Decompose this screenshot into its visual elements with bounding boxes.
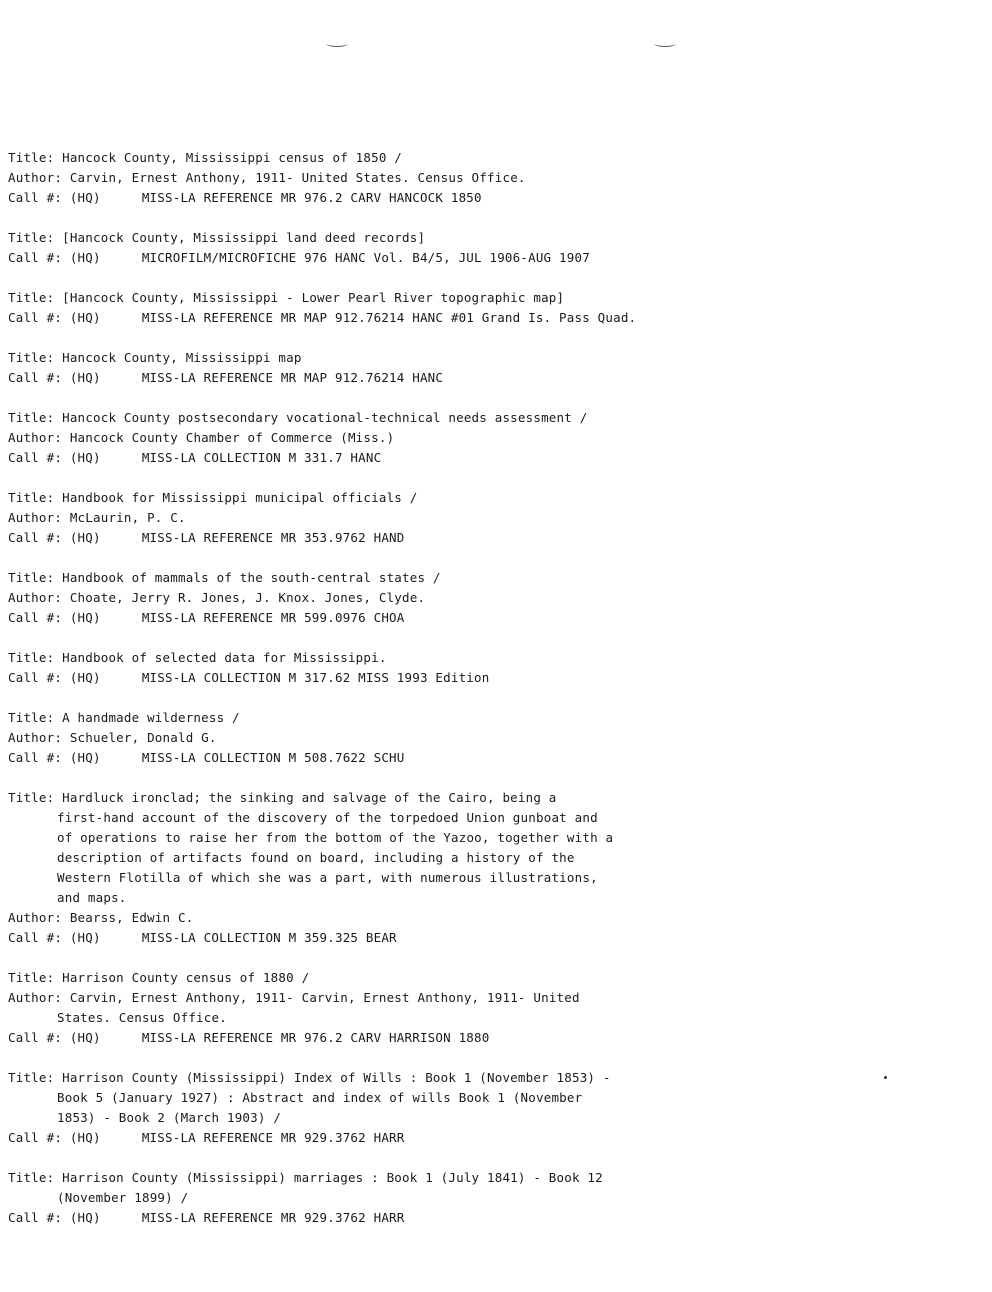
record-author-value: Schueler, Donald G. (69, 730, 217, 745)
record-call-number: MISS-LA REFERENCE MR 929.3762 HARR (141, 1210, 405, 1225)
record-title-continuation: (November 1899) / (57, 1190, 189, 1205)
record-author-label: Author: (8, 990, 63, 1005)
record-title-line (8, 788, 968, 808)
record-title-label: Title: (8, 230, 55, 245)
record-title-line (8, 968, 968, 988)
record-location: (HQ) (69, 930, 101, 945)
record-call-number: MISS-LA REFERENCE MR 929.3762 HARR (141, 1130, 405, 1145)
record-location: (HQ) (69, 750, 101, 765)
record-call-number-line (8, 308, 968, 328)
record-call-number-line (8, 448, 968, 468)
catalog-record (8, 148, 968, 208)
record-author-label: Author: (8, 510, 63, 525)
record-call-number: MISS-LA REFERENCE MR 976.2 CARV HANCOCK 1850 (141, 190, 482, 205)
record-author-value: Carvin, Ernest Anthony, 1911- United States. Census Office. (69, 170, 526, 185)
record-call-label: Call #: (8, 1130, 63, 1145)
record-author-line (8, 588, 968, 608)
catalog-record (8, 288, 968, 328)
record-location: (HQ) (69, 670, 101, 685)
record-title-label: Title: (8, 970, 55, 985)
record-title-value: Harrison County (Mississippi) marriages : Book 1 (July 1841) - Book 12 (62, 1170, 603, 1185)
record-call-label: Call #: (8, 250, 63, 265)
record-call-number: MISS-LA REFERENCE MR 976.2 CARV HARRISON 1880 (141, 1030, 490, 1045)
record-location: (HQ) (69, 1130, 101, 1145)
record-author-label: Author: (8, 430, 63, 445)
record-title-value: A handmade wilderness / (62, 710, 240, 725)
record-title-value: Harrison County census of 1880 / (62, 970, 310, 985)
record-location: (HQ) (69, 450, 101, 465)
record-author-line (8, 508, 968, 528)
record-call-label: Call #: (8, 450, 63, 465)
record-title-value: Hancock County, Mississippi census of 1850 / (62, 150, 403, 165)
record-call-number: MISS-LA REFERENCE MR 599.0976 CHOA (141, 610, 405, 625)
record-location: (HQ) (69, 1210, 101, 1225)
record-author-value: Carvin, Ernest Anthony, 1911- Carvin, Ernest Anthony, 1911- United (69, 990, 580, 1005)
record-call-number: MISS-LA REFERENCE MR MAP 912.76214 HANC #01 Grand Is. Pass Quad. (141, 310, 637, 325)
record-location: (HQ) (69, 250, 101, 265)
record-call-number-line (8, 608, 968, 628)
record-title-line (8, 488, 968, 508)
record-author-line (8, 908, 968, 928)
record-call-label: Call #: (8, 930, 63, 945)
record-call-number: MISS-LA COLLECTION M 508.7622 SCHU (141, 750, 405, 765)
record-title-line (8, 148, 968, 168)
record-author-value: Hancock County Chamber of Commerce (Miss.) (69, 430, 395, 445)
record-call-number-line (8, 368, 968, 388)
catalog-record (8, 568, 968, 628)
record-title-line (8, 1168, 968, 1188)
record-title-value: Hancock County, Mississippi map (62, 350, 302, 365)
record-title-value: Handbook for Mississippi municipal officials / (62, 490, 418, 505)
record-location: (HQ) (69, 370, 101, 385)
record-call-label: Call #: (8, 530, 63, 545)
catalog-record (8, 648, 968, 688)
record-call-number: MISS-LA REFERENCE MR MAP 912.76214 HANC (141, 370, 444, 385)
catalog-record (8, 228, 968, 268)
record-title-value: [Hancock County, Mississippi land deed records] (62, 230, 426, 245)
catalog-record (8, 788, 968, 948)
record-title-line (8, 228, 968, 248)
record-author-line (8, 728, 968, 748)
record-call-number-line (8, 928, 968, 948)
record-call-label: Call #: (8, 670, 63, 685)
record-title-line (8, 348, 968, 368)
record-call-number-line (8, 1208, 968, 1228)
record-title-line (8, 648, 968, 668)
record-location: (HQ) (69, 610, 101, 625)
record-location: (HQ) (69, 1030, 101, 1045)
record-call-number: MISS-LA COLLECTION M 331.7 HANC (141, 450, 382, 465)
record-title-value: [Hancock County, Mississippi - Lower Pearl River topographic map] (62, 290, 565, 305)
record-title-label: Title: (8, 570, 55, 585)
record-title-continuation: and maps. (57, 890, 127, 905)
record-title-continuation: first-hand account of the discovery of the torpedoed Union gunboat and (57, 810, 598, 825)
catalog-record (8, 1068, 968, 1148)
record-title-label: Title: (8, 290, 55, 305)
record-title-label: Title: (8, 490, 55, 505)
record-call-number: MICROFILM/MICROFICHE 976 HANC Vol. B4/5, JUL 1906-AUG 1907 (141, 250, 590, 265)
record-title-continuation: Book 5 (January 1927) : Abstract and index of wills Book 1 (November (57, 1090, 583, 1105)
record-title-continuation: description of artifacts found on board, including a history of the (57, 850, 575, 865)
record-title-value: Hardluck ironclad; the sinking and salvage of the Cairo, being a (62, 790, 557, 805)
record-location: (HQ) (69, 190, 101, 205)
record-title-label: Title: (8, 1070, 55, 1085)
record-call-label: Call #: (8, 370, 63, 385)
record-author-value: McLaurin, P. C. (69, 510, 186, 525)
catalog-record (8, 968, 968, 1048)
record-call-number-line (8, 188, 968, 208)
catalog-record (8, 348, 968, 388)
record-call-number-line (8, 1128, 968, 1148)
record-title-label: Title: (8, 650, 55, 665)
record-call-number-line (8, 528, 968, 548)
record-title-line (8, 708, 968, 728)
catalog-record (8, 488, 968, 548)
record-author-value: Choate, Jerry R. Jones, J. Knox. Jones, Clyde. (69, 590, 426, 605)
catalog-record (8, 708, 968, 768)
record-call-label: Call #: (8, 310, 63, 325)
record-title-label: Title: (8, 1170, 55, 1185)
record-author-label: Author: (8, 910, 63, 925)
catalog-record (8, 1168, 968, 1228)
record-title-label: Title: (8, 710, 55, 725)
record-call-number-line (8, 748, 968, 768)
scan-mark-left (326, 40, 348, 47)
record-title-value: Handbook of mammals of the south-central states / (62, 570, 441, 585)
catalog-record (8, 408, 968, 468)
record-title-value: Hancock County postsecondary vocational-technical needs assessment / (62, 410, 588, 425)
record-call-number-line (8, 1028, 968, 1048)
record-location: (HQ) (69, 310, 101, 325)
record-call-number: MISS-LA COLLECTION M 317.62 MISS 1993 Edition (141, 670, 490, 685)
record-call-label: Call #: (8, 1210, 63, 1225)
record-author-line (8, 988, 968, 1008)
record-title-label: Title: (8, 410, 55, 425)
record-location: (HQ) (69, 530, 101, 545)
record-author-label: Author: (8, 730, 63, 745)
record-title-value: Handbook of selected data for Mississippi. (62, 650, 387, 665)
record-title-line (8, 1068, 968, 1088)
record-author-label: Author: (8, 170, 63, 185)
record-call-number: MISS-LA REFERENCE MR 353.9762 HAND (141, 530, 405, 545)
record-call-number-line (8, 248, 968, 268)
record-author-line (8, 168, 968, 188)
record-title-label: Title: (8, 790, 55, 805)
catalog-record-list (8, 148, 968, 1248)
record-author-line (8, 428, 968, 448)
record-call-label: Call #: (8, 1030, 63, 1045)
record-author-label: Author: (8, 590, 63, 605)
record-title-continuation: of operations to raise her from the bottom of the Yazoo, together with a (57, 830, 614, 845)
record-author-continuation: States. Census Office. (57, 1010, 227, 1025)
record-call-number-line (8, 668, 968, 688)
record-title-label: Title: (8, 350, 55, 365)
record-call-number: MISS-LA COLLECTION M 359.325 BEAR (141, 930, 397, 945)
record-title-line (8, 408, 968, 428)
record-title-line (8, 288, 968, 308)
record-author-value: Bearss, Edwin C. (69, 910, 194, 925)
record-call-label: Call #: (8, 190, 63, 205)
record-title-label: Title: (8, 150, 55, 165)
record-call-label: Call #: (8, 610, 63, 625)
record-title-value: Harrison County (Mississippi) Index of Wills : Book 1 (November 1853) - (62, 1070, 611, 1085)
scan-mark-right (654, 40, 676, 47)
record-title-continuation: Western Flotilla of which she was a part, with numerous illustrations, (57, 870, 598, 885)
record-call-label: Call #: (8, 750, 63, 765)
record-title-continuation: 1853) - Book 2 (March 1903) / (57, 1110, 282, 1125)
record-title-line (8, 568, 968, 588)
